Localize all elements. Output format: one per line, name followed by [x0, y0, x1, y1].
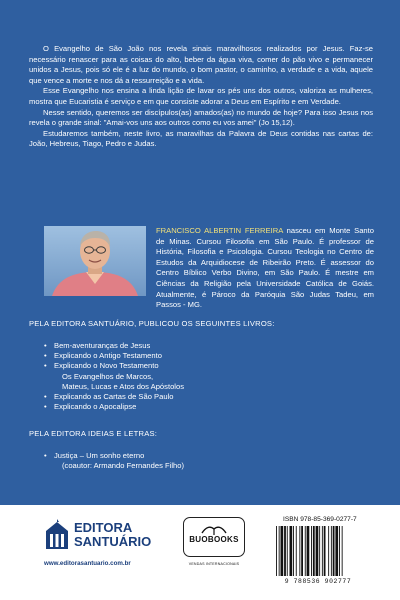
bullet-icon: • [44, 341, 47, 350]
list-item [44, 451, 184, 471]
intro-paragraph: Esse Evangelho nos ensina a linda lição de lavar os pés uns dos outros, valoriza as mulheres, mostra que Eucaristia é serviço e em que consiste adorar a Deus em Espírito e em Verdade. [29, 86, 373, 106]
book-list-ideias-e-letras [44, 451, 184, 471]
book-title: Bem-aventuranças de Jesus [54, 341, 151, 350]
publisher-line2: SANTUÁRIO [74, 534, 152, 549]
book-title: Explicando o Apocalipse [54, 402, 137, 412]
book-subtitle: (coautor: Armando Fernandes Filho) [62, 461, 184, 471]
book-list-santuario [44, 341, 184, 412]
distributor-subtitle: VENDAS INTERNACIONAIS [188, 562, 240, 566]
santuario-church-icon [44, 519, 70, 549]
list-item [44, 392, 184, 402]
isbn-barcode [270, 524, 366, 584]
author-bio-text: nasceu em Monte Santo de Minas. Cursou Filosofia em São Paulo. É professor de História, Filosofia e Psicologia. Cursou Teologia no Centro de Estudos da Arquidiocese de Ribeirão Preto. É assessor do Centro Bíblico Verbo Divino, em São Paulo. É mestre em Ciências da Religião pela Universidade Católica de Goiás. Atualmente, é Pároco da Paróquia São Judas Tadeu, em Passos - MG. [156, 226, 374, 310]
barcode-icon [270, 524, 366, 578]
list-item [44, 361, 184, 392]
editora-santuario-logo [44, 519, 170, 561]
bullet-icon: • [44, 361, 47, 371]
isbn-label: ISBN 978-85-369-0277-7 [283, 516, 357, 523]
barcode-digits: 9 788536 902777 [284, 578, 352, 585]
book-title: Justiça – Um sonho eterno [54, 451, 145, 460]
publisher-line1: EDITORA [74, 520, 133, 535]
author-photo [44, 226, 146, 296]
bullet-icon: • [44, 351, 47, 361]
book-subtitle: Mateus, Lucas e Atos dos Apóstolos [62, 381, 184, 391]
author-portrait-image [44, 226, 146, 296]
intro-paragraph: O Evangelho de São João nos revela sinais maravilhosos realizados por Jesus. Faz-se necessário renascer para as coisas do alto, beber da água viva, comer do pão vivo e permanecer unidos a Jesus, pois só ele é a luz do mundo, o bom pastor, o caminho, a verdade e a vida, aquele que vence a morte e nos dá a ressurreição e a vida. [29, 44, 373, 85]
distributor-name: BUOBOOKS [189, 535, 239, 544]
publisher-website[interactable]: www.editorasantuario.com.br [44, 560, 131, 567]
book-title: Explicando o Novo Testamento [54, 361, 159, 371]
author-name: FRANCISCO ALBERTIN FERREIRA [156, 226, 283, 235]
list-item [44, 341, 184, 351]
section-heading-ideias-e-letras: PELA EDITORA IDEIAS E LETRAS: [29, 429, 158, 438]
intro-paragraph: Nesse sentido, queremos ser discípulos(as) amados(as) no mundo de hoje? Para isso Jesus nos revela o grande sinal: "Amai-vos uns aos outros como eu vos amei" (Jo 15,12). [29, 107, 373, 128]
bullet-icon: • [44, 451, 47, 460]
buobooks-logo [183, 517, 245, 557]
book-title: Explicando o Antigo Testamento [54, 351, 162, 361]
intro-text [29, 44, 373, 150]
book-subtitle: Os Evangelhos de Marcos, [62, 371, 154, 381]
bullet-icon: • [44, 392, 47, 402]
author-bio [156, 226, 374, 311]
list-item [44, 402, 184, 412]
bullet-icon: • [44, 402, 47, 412]
list-item [44, 351, 184, 361]
intro-paragraph: Estudaremos também, neste livro, as maravilhas da Palavra de Deus contidas nas cartas de: João, Hebreus, Tiago, Pedro e Judas. [29, 128, 373, 149]
section-heading-santuario: PELA EDITORA SANTUÁRIO, PUBLICOU OS SEGUINTES LIVROS: [29, 319, 275, 328]
book-title: Explicando as Cartas de São Paulo [54, 392, 174, 402]
